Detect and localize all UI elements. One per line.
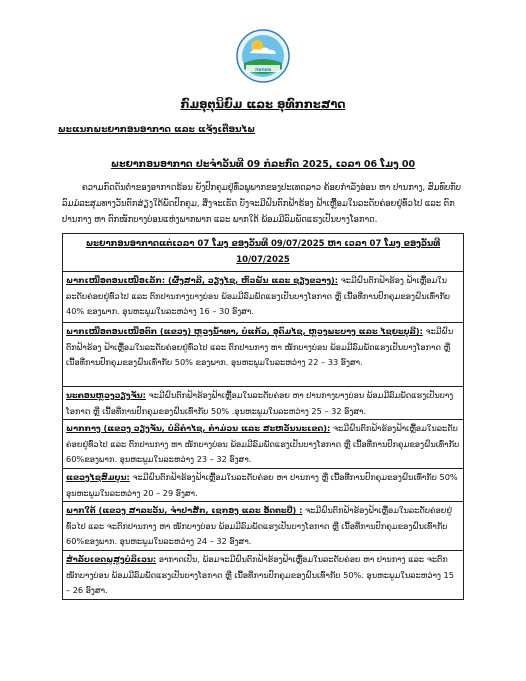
region-name: ນະຄອນຫຼວງວຽງຈັນ: <box>66 390 146 400</box>
forecast-table <box>62 233 464 600</box>
region-forecast: ຈະມີຝົນຕົກຟ້າຮ້ອງຟ້າເຫຼື້ອມໃນລະດັບຄ່ອຍ ຫາ ປານກາງ ຫຼື ເນື້ອທີ່ການປົກຄຸມຂອງຝົນເທົ່າກັບ 50% ອຸນຫະພູມໃນລະຫວ່າງ 20 – 29 ອົງສາ. <box>66 472 458 498</box>
region-forecast: ຈະມີຝົນຕົກຟ້າຮ້ອງຟ້າເຫຼື້ອມໃນລະດັບຄ່ອຍ ຫາ ປານກາງບາງບ່ອນ ພ້ອມມີລົມພັດແຮງເປັນບາງໂອກາດ ຫຼື ເນື້ອທີ່ການປົກຄຸມຂອງຝົນເທົ່າກັບ 50% .ອຸນຫະພູມໃນລະຫວ່າງ 25 – 32 ອົງສາ. <box>66 390 454 416</box>
ministry-seal-icon <box>236 29 290 83</box>
forecast-title: ພະຍາກອນອາກາດ ປະຈຳວັນທີ 09 ກໍລະກົດ 2025, ເວລາ 06 ໂມງ 00 <box>110 159 416 170</box>
synoptic-summary: ຄວາມກົດດັນຕ່ຳຂອງອາກາດຮ້ອນ ຍັງປົກຄຸມຢູ່ທົ່ວພູພາກຂອງປະເທດລາວ ຄ້ອຍກຳລັງອ່ອນ ຫາ ປານກາງ, ສົມທົບກັບລົມມໍລະສຸມທາງວັນຕົກສ່ຽງໃຕ້ພັດປົກຄຸມ, ສິ່ງຈະເຮັດ ບັງຈະມີຝົນຕົກຟ້າຮ້ອງ ຟ້າເຫຼື້ອມໃນລະດັບຄ່ອຍຢູ່ທົ່ວໄປ ແລະ ຕົກປານກາງ ຫາ ຕົກໜັກບາງບ່ອນແຫ່ງພາກພາກ ແລະ ພາກໃຕ້ ພ້ອມມີລົມພັດແຮງເປັນບາງໂອກາດ. <box>62 182 462 224</box>
forecast-row <box>63 386 463 419</box>
forecast-row <box>63 271 463 322</box>
region-forecast: ຈະມີຝົນຕົກຟ້າຮ້ອງຟ້າເຫຼື້ອມໃນລະດັບຄ່ອຍຢູ່ທົ່ວໄປ ແລະ ຈະຕົກປານກາງ ຫາ ໜັກບາງບ່ອນ ພ້ອມມີລົມພັດແຮງເປັນບາງໂອກາດ ຫຼື ເນື້ອທີ່ການປົກຄຸມຂອງຝົນເທົ່າກັບ 60%ຂອງພາກ. ອຸນຫະພູມໃນລະຫວ່າງ 24 – 32 ອົງສາ. <box>66 505 453 546</box>
forecast-row <box>63 550 463 599</box>
region-name: ພາກໃຕ້ (ແຂວງ ສາລະວັນ, ຈຳປາສັກ, ເຊກອງ ແລະ ອັດຕະປື) : <box>66 505 303 515</box>
division-title: ພະແນກພະຍາກອນອາກາດ ແລະ ແຈ້ງເຕືອນໄພ <box>58 125 256 135</box>
ministry-seal-graphic <box>236 29 290 83</box>
region-name: ພາກເໜືອຕອນເໜືອຕົກ (ແຂວງ) ຫຼວງນ້ຳທາ, ບໍ່ແກ້ວ, ອຸດົມໄຊ, ຫຼວງພະບາງ ແລະ ໄຊຍະບູລີ): <box>66 326 423 336</box>
region-name: ພາກກາງ (ແຂວງ ວຽງຈັນ, ບໍລິຄຳໄຊ, ຄຳມ່ວນ ແລະ ສະຫວັນນະເຂດ): <box>66 423 331 433</box>
region-forecast: ຈະມີຝົນຕົກຟ້າຮ້ອງ ຟ້າເຫຼື້ອມໃນລະດັບຄ່ອຍຢູ່ທົ່ວໄປ ແລະ ຕົກປານກາງບາງບ່ອນ ພ້ອມມີລົມພັດແຮງເປັນບາງໂອກາດ ຫຼື ເນື້ອທີ່ການປົກຄຸມຂອງຝົນເທົ່າກັບ 40% ຂອງພາກ. ອຸນຫະພູມໃນລະຫວ່າງ 16 – 30 ອົງສາ. <box>66 275 451 316</box>
logo-text: ກອຂອອ <box>254 67 272 73</box>
region-forecast: ຈະມີຝົນຕົກຟ້າຮ້ອງ ຟ້າເຫຼື້ອມໃນລະດັບຄ່ອຍຢູ່ທົ່ວໄປ ແລະ ຕົກປານກາງ ຫາ ໜັກບາງບ່ອນ ພ້ອມມີລົມພັດແຮງເປັນບາງໂອກາດ ຫຼື ເນື້ອທີ່ການປົກຄຸມຂອງຝົນເທົ່າກັບ 50% ຂອງພາກ. ອຸນຫະພູມໃນລະຫວ່າງ 22 – 33 ອົງສາ. <box>66 326 454 367</box>
region-name: ສຳລັບເຂດພູສູງບໍລິເວນ: <box>66 554 157 564</box>
forecast-row <box>63 419 463 468</box>
forecast-row <box>63 501 463 550</box>
forecast-row <box>63 322 463 386</box>
forecast-period-header: ພະຍາກອນອາກາດແຕ່ເວລາ 07 ໂມງ ຂອງວັນທີ 09/07/2025 ຫາ ເວລາ 07 ໂມງ ຂອງວັນທີ 10/07/2025 <box>85 239 441 265</box>
region-forecast: ຈະມີຝົນຕົກຟ້າຮ້ອງຟ້າເຫຼື້ອມໃນລະດັບຄ່ອຍຢູ່ທົ່ວໄປ ແລະ ຕົກປານກາງ ຫາ ໜັກບາງບ່ອນ ພ້ອມມີລົມພັດແຮງເປັນບາງໂອກາດ ຫຼື ເນື້ອທີ່ການປົກຄຸມຂອງຝົນເທົ່າກັບ 60%ຂອງພາກ. ອຸນຫະພູມໃນລະຫວ່າງ 23 – 32 ອົງສາ. <box>66 423 460 464</box>
region-forecast: ອາກາດເປັນ, ພ້ອມຈະມີຝົນຕົກຟ້າຮ້ອງຟ້າເຫຼື້ອມໃນລະດັບຄ່ອຍ ຫາ ປານກາງ ແລະ ຈະຕົກໜັກບາງບ່ອນ ພ້ອມມີລົມພັດແຮງເປັນບາງໂອກາດ ຫຼື ເນື້ອທີ່ການປົກຄຸມຂອງຝົນເທົ່າກັບ 50%. ອຸນຫະພູມໃນລະຫວ່າງ 15 – 26 ອົງສາ. <box>66 554 454 595</box>
region-name: ແຂວງໄຊສົມບູນ: <box>66 472 130 482</box>
region-name: ພາກເໜືອຕອນເໜືອເລັກ: (ຜົ້ງສາລີ, ວຽງໄຊ, ຫົວພັນ ແລະ ຊຽງຂວາງ): <box>66 275 338 285</box>
forecast-row <box>63 468 463 501</box>
department-title: ກົມອຸຕຸນິຍົມ ແລະ ອຸທົກກະສາດ <box>180 97 346 111</box>
